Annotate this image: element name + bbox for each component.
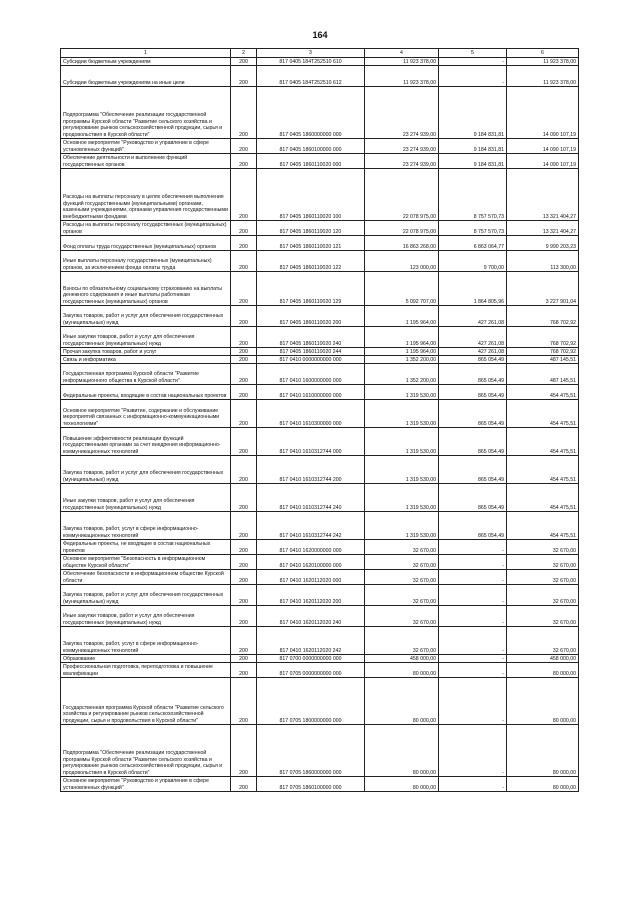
page-number: 164 bbox=[312, 30, 328, 40]
row-budget-code: 817 0410 1600000000 000 bbox=[257, 364, 365, 385]
row-budget-code: 817 0405 1860000000 000 bbox=[257, 87, 365, 139]
row-line-code: 200 bbox=[231, 606, 257, 627]
row-name: Взносы по обязательному социальному страхованию на выплаты денежного содержания и иные выплаты работникам государственных (муниципальных) органов bbox=[61, 272, 231, 306]
row-name: Субсидии бюджетным учреждениям на иные цели bbox=[61, 66, 231, 87]
row-remaining: 80 000,00 bbox=[507, 663, 579, 678]
row-executed: 427 261,08 bbox=[439, 327, 507, 348]
row-name: Фонд оплаты труда государственных (муниципальных) органов bbox=[61, 236, 231, 251]
row-executed: 8 757 570,73 bbox=[439, 169, 507, 221]
row-remaining: 768 702,92 bbox=[507, 348, 579, 356]
row-line-code: 200 bbox=[231, 777, 257, 792]
row-executed: 865 054,49 bbox=[439, 364, 507, 385]
row-name: Закупка товаров, работ и услуг для обеспечения государственных (муниципальных) нужд bbox=[61, 585, 231, 606]
row-name: Закупка товаров, работ, услуг в сфере информационно-коммуникационных технологий bbox=[61, 627, 231, 655]
row-approved: 32 670,00 bbox=[365, 627, 439, 655]
table-row bbox=[61, 606, 579, 627]
row-name: Обеспечение безопасности в информационном обществе Курской области bbox=[61, 570, 231, 585]
row-line-code: 200 bbox=[231, 484, 257, 512]
table-row bbox=[61, 348, 579, 356]
row-budget-code: 817 0700 0000000000 000 bbox=[257, 655, 365, 663]
row-line-code: 200 bbox=[231, 236, 257, 251]
row-remaining: 32 670,00 bbox=[507, 627, 579, 655]
row-approved: 32 670,00 bbox=[365, 555, 439, 570]
row-name: Основное мероприятие "Руководство и управление в сфере установленных функций" bbox=[61, 777, 231, 792]
row-line-code: 200 bbox=[231, 348, 257, 356]
row-executed: 9 184 831,81 bbox=[439, 154, 507, 169]
row-remaining: 13 321 404,27 bbox=[507, 221, 579, 236]
row-name: Закупка товаров, работ и услуг для обеспечения государственных (муниципальных) нужд bbox=[61, 456, 231, 484]
table-row bbox=[61, 540, 579, 555]
row-line-code: 200 bbox=[231, 428, 257, 456]
row-name: Образование bbox=[61, 655, 231, 663]
row-budget-code: 817 0405 1860110020 121 bbox=[257, 236, 365, 251]
row-budget-code: 817 0405 1860100000 000 bbox=[257, 139, 365, 154]
table-row bbox=[61, 306, 579, 327]
row-executed: 1 864 805,96 bbox=[439, 272, 507, 306]
row-approved: 16 863 268,00 bbox=[365, 236, 439, 251]
row-line-code: 200 bbox=[231, 385, 257, 400]
column-header: 4 bbox=[365, 49, 439, 58]
row-line-code: 200 bbox=[231, 58, 257, 66]
row-remaining: 14 090 107,19 bbox=[507, 139, 579, 154]
row-approved: 32 670,00 bbox=[365, 570, 439, 585]
row-remaining: 14 090 107,19 bbox=[507, 154, 579, 169]
column-header: 5 bbox=[439, 49, 507, 58]
row-remaining: 768 702,92 bbox=[507, 306, 579, 327]
table-row bbox=[61, 327, 579, 348]
budget-execution-table bbox=[60, 48, 579, 792]
row-budget-code: 817 0705 1860000000 000 bbox=[257, 725, 365, 777]
row-line-code: 200 bbox=[231, 364, 257, 385]
column-header: 6 bbox=[507, 49, 579, 58]
row-budget-code: 817 0410 1610312744 240 bbox=[257, 484, 365, 512]
row-name: Прочая закупка товаров, работ и услуг bbox=[61, 348, 231, 356]
row-budget-code: 817 0405 184T252510 612 bbox=[257, 66, 365, 87]
row-approved: 80 000,00 bbox=[365, 777, 439, 792]
row-approved: 22 078 975,00 bbox=[365, 169, 439, 221]
table-row bbox=[61, 627, 579, 655]
row-name: Иные выплаты персоналу государственных (муниципальных) органов, за исключением фонда оплаты труда bbox=[61, 251, 231, 272]
table-row bbox=[61, 585, 579, 606]
header-row bbox=[61, 49, 579, 58]
row-name: Основное мероприятие "Развитие, содержание и обслуживание мероприятий связанных с информационно-коммуникационными технологиями" bbox=[61, 400, 231, 428]
row-approved: 22 078 975,00 bbox=[365, 221, 439, 236]
row-name: Обеспечение деятельности и выполнение функций государственных органов bbox=[61, 154, 231, 169]
row-approved: 1 319 530,00 bbox=[365, 512, 439, 540]
table-row bbox=[61, 385, 579, 400]
row-budget-code: 817 0405 1860110020 100 bbox=[257, 169, 365, 221]
row-approved: 1 319 530,00 bbox=[365, 385, 439, 400]
row-executed: 865 054,49 bbox=[439, 484, 507, 512]
row-name: Расходы на выплаты персоналу в целях обеспечения выполнения функций государственными (муниципальными) органами, казенными учреждениями, органами управления государственными внебюджетными фондами bbox=[61, 169, 231, 221]
row-approved: 1 195 964,00 bbox=[365, 348, 439, 356]
table-row bbox=[61, 66, 579, 87]
row-approved: 23 274 939,00 bbox=[365, 87, 439, 139]
row-budget-code: 817 0410 1620112020 242 bbox=[257, 627, 365, 655]
row-remaining: 9 990 203,23 bbox=[507, 236, 579, 251]
row-name: Иные закупки товаров, работ и услуг для обеспечения государственных (муниципальных) нужд bbox=[61, 327, 231, 348]
row-executed: - bbox=[439, 66, 507, 87]
row-approved: 80 000,00 bbox=[365, 663, 439, 678]
row-line-code: 200 bbox=[231, 570, 257, 585]
row-approved: 1 319 530,00 bbox=[365, 456, 439, 484]
row-line-code: 200 bbox=[231, 66, 257, 87]
table-row bbox=[61, 663, 579, 678]
row-budget-code: 817 0410 1610300000 000 bbox=[257, 400, 365, 428]
row-approved: 1 319 530,00 bbox=[365, 428, 439, 456]
row-remaining: 80 000,00 bbox=[507, 725, 579, 777]
row-name: Закупка товаров, работ, услуг в сфере информационно-коммуникационных технологий bbox=[61, 512, 231, 540]
row-remaining: 14 090 107,19 bbox=[507, 87, 579, 139]
row-remaining: 32 670,00 bbox=[507, 540, 579, 555]
row-budget-code: 817 0405 1860110020 240 bbox=[257, 327, 365, 348]
row-line-code: 200 bbox=[231, 87, 257, 139]
row-line-code: 200 bbox=[231, 663, 257, 678]
row-executed: 865 054,49 bbox=[439, 356, 507, 364]
row-line-code: 200 bbox=[231, 678, 257, 725]
row-executed: - bbox=[439, 555, 507, 570]
table-row bbox=[61, 725, 579, 777]
table-row bbox=[61, 456, 579, 484]
row-approved: 80 000,00 bbox=[365, 725, 439, 777]
table-row bbox=[61, 400, 579, 428]
table-row bbox=[61, 251, 579, 272]
row-budget-code: 817 0410 1620000000 000 bbox=[257, 540, 365, 555]
row-budget-code: 817 0405 1860110020 129 bbox=[257, 272, 365, 306]
row-executed: 865 054,49 bbox=[439, 400, 507, 428]
row-budget-code: 817 0410 1620112020 200 bbox=[257, 585, 365, 606]
row-budget-code: 817 0410 1610312744 242 bbox=[257, 512, 365, 540]
row-remaining: 32 670,00 bbox=[507, 555, 579, 570]
row-line-code: 200 bbox=[231, 555, 257, 570]
row-executed: 6 863 064,77 bbox=[439, 236, 507, 251]
row-approved: 32 670,00 bbox=[365, 540, 439, 555]
row-name: Расходы на выплаты персоналу государственных (муниципальных) органов bbox=[61, 221, 231, 236]
table-row bbox=[61, 655, 579, 663]
row-remaining: 454 475,51 bbox=[507, 385, 579, 400]
table-row bbox=[61, 484, 579, 512]
row-remaining: 80 000,00 bbox=[507, 777, 579, 792]
row-executed: 9 700,00 bbox=[439, 251, 507, 272]
row-approved: 23 274 939,00 bbox=[365, 154, 439, 169]
row-name: Основное мероприятие "Руководство и управление в сфере установленных функций" bbox=[61, 139, 231, 154]
row-budget-code: 817 0405 1860110020 244 bbox=[257, 348, 365, 356]
row-budget-code: 817 0705 1860100000 000 bbox=[257, 777, 365, 792]
row-remaining: 80 000,00 bbox=[507, 678, 579, 725]
row-approved: 1 195 964,00 bbox=[365, 327, 439, 348]
row-remaining: 11 923 378,00 bbox=[507, 66, 579, 87]
row-budget-code: 817 0410 1610312744 000 bbox=[257, 428, 365, 456]
table-row bbox=[61, 139, 579, 154]
row-budget-code: 817 0410 1610000000 000 bbox=[257, 385, 365, 400]
row-name: Повышение эффективности реализации функций государственными органами за счет внедрения информационно-коммуникационных технологий bbox=[61, 428, 231, 456]
row-line-code: 200 bbox=[231, 585, 257, 606]
row-executed: 865 054,49 bbox=[439, 385, 507, 400]
row-approved: 32 670,00 bbox=[365, 606, 439, 627]
row-executed: - bbox=[439, 570, 507, 585]
table-row bbox=[61, 169, 579, 221]
row-line-code: 200 bbox=[231, 400, 257, 428]
row-remaining: 454 475,51 bbox=[507, 456, 579, 484]
row-executed: - bbox=[439, 777, 507, 792]
column-header: 3 bbox=[257, 49, 365, 58]
row-approved: 80 000,00 bbox=[365, 678, 439, 725]
row-name: Государственная программа Курской области "Развитие сельского хозяйства и регулирование рынков сельскохозяйственной продукции, сырья и продовольствия в Курской области" bbox=[61, 678, 231, 725]
table-row bbox=[61, 221, 579, 236]
row-approved: 1 195 964,00 bbox=[365, 306, 439, 327]
row-approved: 1 352 200,00 bbox=[365, 356, 439, 364]
row-line-code: 200 bbox=[231, 251, 257, 272]
row-budget-code: 817 0405 1860110020 122 bbox=[257, 251, 365, 272]
row-remaining: 13 321 404,27 bbox=[507, 169, 579, 221]
row-remaining: 11 923 378,00 bbox=[507, 58, 579, 66]
row-line-code: 200 bbox=[231, 139, 257, 154]
row-executed: 865 054,49 bbox=[439, 456, 507, 484]
row-approved: 5 092 707,00 bbox=[365, 272, 439, 306]
table-row bbox=[61, 555, 579, 570]
row-name: Подпрограмма "Обеспечение реализации государственной программы Курской области "Развитие сельского хозяйства и регулирование рынков сельскохозяйственной продукции, сырья и продовольствия в Курской области" bbox=[61, 725, 231, 777]
row-remaining: 487 145,51 bbox=[507, 364, 579, 385]
row-budget-code: 817 0405 184T252510 610 bbox=[257, 58, 365, 66]
row-executed: - bbox=[439, 606, 507, 627]
row-name: Связь и информатика bbox=[61, 356, 231, 364]
row-remaining: 454 475,51 bbox=[507, 400, 579, 428]
row-executed: 427 261,08 bbox=[439, 306, 507, 327]
row-name: Федеральные проекты, входящие в состав национальных проектов bbox=[61, 385, 231, 400]
row-remaining: 454 475,51 bbox=[507, 484, 579, 512]
row-executed: 9 184 831,81 bbox=[439, 139, 507, 154]
row-executed: - bbox=[439, 655, 507, 663]
row-remaining: 768 702,92 bbox=[507, 327, 579, 348]
column-header: 2 bbox=[231, 49, 257, 58]
row-approved: 1 319 530,00 bbox=[365, 484, 439, 512]
row-line-code: 200 bbox=[231, 272, 257, 306]
column-header: 1 bbox=[61, 49, 231, 58]
row-budget-code: 817 0405 1860110020 120 bbox=[257, 221, 365, 236]
row-line-code: 200 bbox=[231, 540, 257, 555]
row-line-code: 200 bbox=[231, 456, 257, 484]
row-remaining: 458 000,00 bbox=[507, 655, 579, 663]
table-row bbox=[61, 512, 579, 540]
row-budget-code: 817 0405 1860110020 200 bbox=[257, 306, 365, 327]
row-remaining: 32 670,00 bbox=[507, 585, 579, 606]
table-row bbox=[61, 58, 579, 66]
row-budget-code: 817 0410 1620100000 000 bbox=[257, 555, 365, 570]
row-budget-code: 817 0705 0000000000 000 bbox=[257, 663, 365, 678]
row-line-code: 200 bbox=[231, 169, 257, 221]
row-name: Федеральные проекты, не входящие в состав национальных проектов bbox=[61, 540, 231, 555]
row-name: Подпрограмма "Обеспечение реализации государственной программы Курской области "Развитие сельского хозяйства и регулирование рынков сельскохозяйственной продукции, сырья и продовольствия в Курской области" bbox=[61, 87, 231, 139]
row-remaining: 454 475,51 bbox=[507, 428, 579, 456]
row-approved: 23 274 939,00 bbox=[365, 139, 439, 154]
row-executed: 9 184 831,81 bbox=[439, 87, 507, 139]
row-line-code: 200 bbox=[231, 512, 257, 540]
row-remaining: 32 670,00 bbox=[507, 570, 579, 585]
row-name: Закупка товаров, работ и услуг для обеспечения государственных (муниципальных) нужд bbox=[61, 306, 231, 327]
row-budget-code: 817 0705 1800000000 000 bbox=[257, 678, 365, 725]
row-executed: - bbox=[439, 678, 507, 725]
row-approved: 458 000,00 bbox=[365, 655, 439, 663]
table-row bbox=[61, 364, 579, 385]
row-line-code: 200 bbox=[231, 154, 257, 169]
row-name: Субсидии бюджетным учреждениям bbox=[61, 58, 231, 66]
table-row bbox=[61, 777, 579, 792]
table-row bbox=[61, 87, 579, 139]
row-approved: 1 319 530,00 bbox=[365, 400, 439, 428]
table-row bbox=[61, 428, 579, 456]
row-executed: - bbox=[439, 725, 507, 777]
row-line-code: 200 bbox=[231, 221, 257, 236]
row-line-code: 200 bbox=[231, 327, 257, 348]
row-line-code: 200 bbox=[231, 655, 257, 663]
row-name: Основное мероприятие "Безопасность в информационном обществе Курской области" bbox=[61, 555, 231, 570]
table-row bbox=[61, 236, 579, 251]
row-remaining: 113 300,00 bbox=[507, 251, 579, 272]
row-line-code: 200 bbox=[231, 306, 257, 327]
row-executed: - bbox=[439, 627, 507, 655]
row-line-code: 200 bbox=[231, 725, 257, 777]
table-row bbox=[61, 678, 579, 725]
row-budget-code: 817 0405 1860110020 000 bbox=[257, 154, 365, 169]
row-budget-code: 817 0410 1620112020 000 bbox=[257, 570, 365, 585]
row-name: Иные закупки товаров, работ и услуг для обеспечения государственных (муниципальных) нужд bbox=[61, 606, 231, 627]
row-name: Профессиональная подготовка, переподготовка и повышение квалификации bbox=[61, 663, 231, 678]
row-budget-code: 817 0410 0000000000 000 bbox=[257, 356, 365, 364]
row-remaining: 3 227 901,04 bbox=[507, 272, 579, 306]
row-remaining: 487 145,51 bbox=[507, 356, 579, 364]
row-executed: 8 757 570,73 bbox=[439, 221, 507, 236]
row-budget-code: 817 0410 1620112020 240 bbox=[257, 606, 365, 627]
row-approved: 11 923 378,00 bbox=[365, 66, 439, 87]
row-approved: 1 352 200,00 bbox=[365, 364, 439, 385]
row-executed: 427 261,08 bbox=[439, 348, 507, 356]
row-executed: - bbox=[439, 58, 507, 66]
row-executed: 865 054,49 bbox=[439, 512, 507, 540]
row-executed: 865 054,49 bbox=[439, 428, 507, 456]
table-row bbox=[61, 570, 579, 585]
row-executed: - bbox=[439, 540, 507, 555]
table-row bbox=[61, 154, 579, 169]
row-budget-code: 817 0410 1610312744 200 bbox=[257, 456, 365, 484]
row-name: Государственная программа Курской области "Развитие информационного общества в Курской области" bbox=[61, 364, 231, 385]
row-remaining: 454 475,51 bbox=[507, 512, 579, 540]
row-executed: - bbox=[439, 663, 507, 678]
table-row bbox=[61, 272, 579, 306]
row-line-code: 200 bbox=[231, 356, 257, 364]
row-line-code: 200 bbox=[231, 627, 257, 655]
row-approved: 32 670,00 bbox=[365, 585, 439, 606]
row-name: Иные закупки товаров, работ и услуг для обеспечения государственных (муниципальных) нужд bbox=[61, 484, 231, 512]
row-remaining: 32 670,00 bbox=[507, 606, 579, 627]
table-row bbox=[61, 356, 579, 364]
row-executed: - bbox=[439, 585, 507, 606]
row-approved: 11 923 378,00 bbox=[365, 58, 439, 66]
row-approved: 123 000,00 bbox=[365, 251, 439, 272]
